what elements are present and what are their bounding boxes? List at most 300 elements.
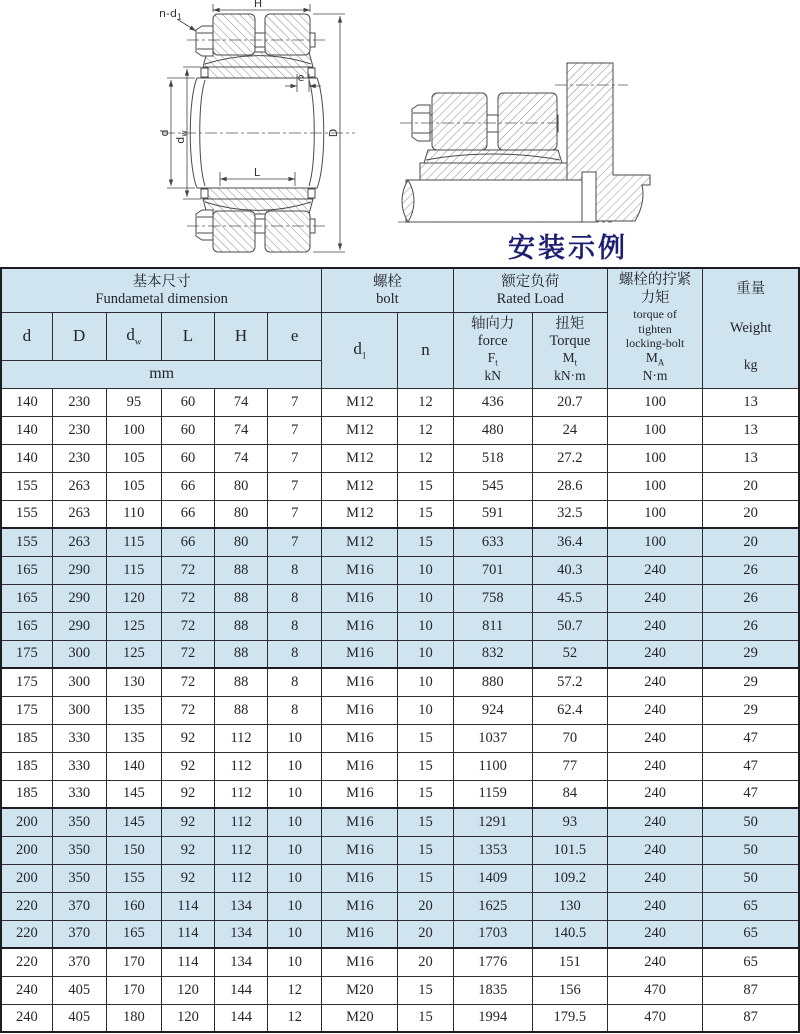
table-cell: 112 — [215, 864, 268, 892]
table-cell: 84 — [532, 780, 607, 808]
table-cell: 65 — [703, 892, 799, 920]
table-cell: 200 — [1, 808, 52, 836]
table-cell: 7 — [268, 528, 322, 556]
table-cell: 13 — [703, 444, 799, 472]
table-row — [1, 472, 799, 500]
table-cell: 50.7 — [532, 612, 607, 640]
table-cell: 10 — [398, 584, 453, 612]
table-cell: 87 — [703, 976, 799, 1004]
table-cell: 145 — [106, 780, 161, 808]
table-cell: 60 — [161, 388, 214, 416]
table-row — [1, 836, 799, 864]
table-cell: 95 — [106, 388, 161, 416]
table-cell: 92 — [161, 864, 214, 892]
header-fundamental-dimension: 基本尺寸 Fundametal dimension — [1, 268, 322, 312]
table-cell: 114 — [161, 948, 214, 976]
table-cell: 155 — [106, 864, 161, 892]
table-cell: 20 — [703, 500, 799, 528]
table-cell: 10 — [398, 612, 453, 640]
table-cell: 93 — [532, 808, 607, 836]
table-row — [1, 528, 799, 556]
table-cell: 15 — [398, 472, 453, 500]
table-cell: 109.2 — [532, 864, 607, 892]
table-cell: 300 — [52, 696, 106, 724]
table-cell: 140.5 — [532, 920, 607, 948]
table-cell: 66 — [161, 528, 214, 556]
table-row — [1, 892, 799, 920]
table-row — [1, 500, 799, 528]
table-cell: 155 — [1, 528, 52, 556]
table-cell: 114 — [161, 892, 214, 920]
table-cell: 15 — [398, 864, 453, 892]
table-cell: 1159 — [453, 780, 532, 808]
table-cell: 8 — [268, 668, 322, 696]
table-cell: 240 — [607, 892, 702, 920]
table-cell: 633 — [453, 528, 532, 556]
table-row — [1, 976, 799, 1004]
table-cell: 10 — [398, 556, 453, 584]
table-cell: 290 — [52, 584, 106, 612]
table-cell: M16 — [322, 696, 398, 724]
table-cell: 350 — [52, 836, 106, 864]
table-cell: 10 — [398, 668, 453, 696]
table-cell: 175 — [1, 668, 52, 696]
table-row — [1, 724, 799, 752]
table-cell: 60 — [161, 416, 214, 444]
table-cell: 1100 — [453, 752, 532, 780]
table-cell: 57.2 — [532, 668, 607, 696]
table-cell: 545 — [453, 472, 532, 500]
table-cell: 29 — [703, 668, 799, 696]
table-cell: 405 — [52, 976, 106, 1004]
table-cell: 28.6 — [532, 472, 607, 500]
table-cell: M12 — [322, 416, 398, 444]
table-cell: M20 — [322, 1004, 398, 1032]
table-cell: 145 — [106, 808, 161, 836]
table-cell: 151 — [532, 948, 607, 976]
table-cell: 10 — [268, 864, 322, 892]
table-cell: 1409 — [453, 864, 532, 892]
table-cell: M12 — [322, 472, 398, 500]
header-weight: 重量 Weight kg — [703, 268, 799, 388]
table-cell: 240 — [607, 584, 702, 612]
table-cell: 185 — [1, 724, 52, 752]
table-cell: 20 — [398, 948, 453, 976]
table-cell: 15 — [398, 500, 453, 528]
table-cell: 15 — [398, 1004, 453, 1032]
table-cell: 240 — [607, 780, 702, 808]
table-cell: 1353 — [453, 836, 532, 864]
table-cell: 240 — [607, 724, 702, 752]
table-row — [1, 668, 799, 696]
table-cell: 13 — [703, 388, 799, 416]
table-cell: 74 — [215, 388, 268, 416]
table-cell: 15 — [398, 836, 453, 864]
table-cell: 134 — [215, 948, 268, 976]
table-row — [1, 612, 799, 640]
table-cell: 436 — [453, 388, 532, 416]
table-cell: 7 — [268, 444, 322, 472]
label-H: H — [253, 0, 263, 10]
table-cell: 88 — [215, 668, 268, 696]
table-cell: 832 — [453, 640, 532, 668]
table-cell: 370 — [52, 948, 106, 976]
table-cell: 263 — [52, 528, 106, 556]
table-row — [1, 444, 799, 472]
header-locking-torque: 螺栓的拧紧 力矩 torque of tighten locking-bolt $M_A$ N·m — [607, 268, 702, 388]
table-cell: 120 — [161, 976, 214, 1004]
table-cell: 10 — [398, 696, 453, 724]
table-cell: 290 — [52, 612, 106, 640]
table-cell: 87 — [703, 1004, 799, 1032]
table-row — [1, 640, 799, 668]
col-L: L — [161, 312, 214, 360]
table-cell: 26 — [703, 556, 799, 584]
table-cell: 480 — [453, 416, 532, 444]
table-cell: 405 — [52, 1004, 106, 1032]
table-cell: 240 — [607, 836, 702, 864]
table-cell: 240 — [607, 612, 702, 640]
table-cell: 185 — [1, 752, 52, 780]
table-cell: M16 — [322, 780, 398, 808]
table-cell: 240 — [607, 640, 702, 668]
locking-assembly-drawing — [55, 0, 400, 262]
table-cell: 13 — [703, 416, 799, 444]
table-cell: 811 — [453, 612, 532, 640]
table-row — [1, 864, 799, 892]
table-cell: 12 — [268, 1004, 322, 1032]
table-cell: M16 — [322, 668, 398, 696]
header-bolt: 螺栓 bolt — [322, 268, 453, 312]
table-cell: 230 — [52, 388, 106, 416]
table-cell: 165 — [106, 920, 161, 948]
table-cell: 134 — [215, 920, 268, 948]
table-cell: 330 — [52, 752, 106, 780]
table-cell: 518 — [453, 444, 532, 472]
table-cell: M12 — [322, 528, 398, 556]
header-rated-load: 额定负荷 Rated Load — [453, 268, 607, 312]
table-cell: 15 — [398, 976, 453, 1004]
col-D: D — [52, 312, 106, 360]
table-cell: 263 — [52, 472, 106, 500]
table-cell: 60 — [161, 444, 214, 472]
table-cell: 92 — [161, 808, 214, 836]
table-cell: 40.3 — [532, 556, 607, 584]
table-cell: 66 — [161, 500, 214, 528]
table-cell: 88 — [215, 696, 268, 724]
table-cell: 65 — [703, 948, 799, 976]
table-cell: 240 — [607, 808, 702, 836]
table-cell: 27.2 — [532, 444, 607, 472]
table-cell: 130 — [532, 892, 607, 920]
table-cell: 230 — [52, 444, 106, 472]
col-n: n — [398, 312, 453, 388]
table-cell: 66 — [161, 472, 214, 500]
installation-example-caption: 安装示例 — [508, 233, 628, 263]
table-cell: 105 — [106, 444, 161, 472]
table-cell: 80 — [215, 500, 268, 528]
table-cell: M16 — [322, 836, 398, 864]
table-cell: 220 — [1, 920, 52, 948]
table-cell: 591 — [453, 500, 532, 528]
table-cell: 92 — [161, 724, 214, 752]
table-cell: M16 — [322, 724, 398, 752]
table-cell: 7 — [268, 388, 322, 416]
table-cell: 8 — [268, 612, 322, 640]
table-cell: 7 — [268, 416, 322, 444]
table-cell: 100 — [607, 416, 702, 444]
table-cell: 15 — [398, 528, 453, 556]
table-cell: 125 — [106, 612, 161, 640]
label-d: d — [158, 129, 171, 137]
table-cell: 240 — [607, 668, 702, 696]
table-cell: 72 — [161, 696, 214, 724]
table-cell: 10 — [268, 780, 322, 808]
table-cell: 112 — [215, 808, 268, 836]
table-cell: 112 — [215, 752, 268, 780]
table-cell: 62.4 — [532, 696, 607, 724]
table-cell: 330 — [52, 724, 106, 752]
table-cell: 12 — [398, 388, 453, 416]
table-cell: 330 — [52, 780, 106, 808]
col-torque: 扭矩 Torque $M_t$ kN·m — [532, 312, 607, 388]
table-cell: M16 — [322, 948, 398, 976]
col-d1: $d_1$ — [322, 312, 398, 388]
table-cell: 65 — [703, 920, 799, 948]
table-cell: 370 — [52, 892, 106, 920]
table-cell: 7 — [268, 472, 322, 500]
table-cell: 100 — [607, 528, 702, 556]
table-row — [1, 752, 799, 780]
table-cell: 134 — [215, 892, 268, 920]
table-cell: M16 — [322, 892, 398, 920]
table-cell: 114 — [161, 920, 214, 948]
table-cell: 8 — [268, 556, 322, 584]
table-cell: 112 — [215, 780, 268, 808]
table-cell: M16 — [322, 808, 398, 836]
table-cell: 880 — [453, 668, 532, 696]
table-cell: 10 — [268, 808, 322, 836]
col-axial-force: 轴向力 force $F_t$ kN — [453, 312, 532, 388]
table-cell: 240 — [607, 864, 702, 892]
table-cell: 8 — [268, 696, 322, 724]
col-dw: $d_w$ — [106, 312, 161, 360]
table-cell: 240 — [607, 696, 702, 724]
table-cell: 701 — [453, 556, 532, 584]
col-d: d — [1, 312, 52, 360]
table-cell: 50 — [703, 864, 799, 892]
table-cell: 47 — [703, 780, 799, 808]
table-cell: 470 — [607, 976, 702, 1004]
label-dw: $d_w$ — [174, 130, 189, 144]
table-cell: 100 — [106, 416, 161, 444]
table-cell: 36.4 — [532, 528, 607, 556]
table-cell: 300 — [52, 668, 106, 696]
table-cell: 156 — [532, 976, 607, 1004]
table-cell: 32.5 — [532, 500, 607, 528]
label-e: e — [297, 71, 305, 84]
table-cell: 12 — [398, 444, 453, 472]
table-row — [1, 808, 799, 836]
table-cell: 144 — [215, 976, 268, 1004]
table-cell: 150 — [106, 836, 161, 864]
table-cell: 924 — [453, 696, 532, 724]
table-row — [1, 556, 799, 584]
table-row — [1, 696, 799, 724]
table-cell: 1291 — [453, 808, 532, 836]
table-cell: 155 — [1, 500, 52, 528]
table-cell: 758 — [453, 584, 532, 612]
table-row — [1, 388, 799, 416]
table-cell: M16 — [322, 752, 398, 780]
table-cell: 185 — [1, 780, 52, 808]
table-cell: 88 — [215, 612, 268, 640]
table-cell: 135 — [106, 724, 161, 752]
table-cell: 10 — [268, 948, 322, 976]
table-cell: 10 — [268, 892, 322, 920]
table-cell: 115 — [106, 528, 161, 556]
label-L: L — [253, 166, 261, 179]
table-cell: M12 — [322, 500, 398, 528]
table-cell: 12 — [268, 976, 322, 1004]
table-cell: 130 — [106, 668, 161, 696]
table-cell: M16 — [322, 920, 398, 948]
table-cell: 350 — [52, 864, 106, 892]
table-cell: 88 — [215, 584, 268, 612]
table-cell: 165 — [1, 584, 52, 612]
table-cell: 155 — [1, 472, 52, 500]
table-cell: M12 — [322, 444, 398, 472]
table-cell: 74 — [215, 444, 268, 472]
table-cell: 240 — [1, 1004, 52, 1032]
table-cell: M12 — [322, 388, 398, 416]
table-cell: 20 — [398, 892, 453, 920]
table-cell: M16 — [322, 556, 398, 584]
table-cell: 12 — [398, 416, 453, 444]
table-cell: 140 — [1, 388, 52, 416]
table-cell: 10 — [268, 724, 322, 752]
table-cell: 135 — [106, 696, 161, 724]
table-cell: 112 — [215, 836, 268, 864]
table-cell: 140 — [1, 444, 52, 472]
table-cell: 92 — [161, 752, 214, 780]
table-cell: 47 — [703, 724, 799, 752]
table-cell: 20 — [398, 920, 453, 948]
table-cell: 29 — [703, 640, 799, 668]
table-cell: 26 — [703, 584, 799, 612]
table-cell: 370 — [52, 920, 106, 948]
table-cell: 52 — [532, 640, 607, 668]
table-cell: 290 — [52, 556, 106, 584]
table-cell: 1703 — [453, 920, 532, 948]
table-cell: 72 — [161, 668, 214, 696]
table-cell: 144 — [215, 1004, 268, 1032]
table-cell: 240 — [607, 948, 702, 976]
table-cell: 10 — [268, 920, 322, 948]
table-header — [1, 268, 799, 388]
table-cell: 170 — [106, 976, 161, 1004]
table-cell: 77 — [532, 752, 607, 780]
table-cell: 160 — [106, 892, 161, 920]
table-cell: 300 — [52, 640, 106, 668]
table-cell: 26 — [703, 612, 799, 640]
table-cell: 72 — [161, 612, 214, 640]
table-cell: 80 — [215, 472, 268, 500]
table-cell: 72 — [161, 640, 214, 668]
table-cell: 140 — [106, 752, 161, 780]
table-cell: 1835 — [453, 976, 532, 1004]
table-cell: 15 — [398, 724, 453, 752]
table-cell: 92 — [161, 780, 214, 808]
table-cell: 120 — [106, 584, 161, 612]
table-cell: 72 — [161, 584, 214, 612]
table-cell: 125 — [106, 640, 161, 668]
unit-mm: mm — [1, 360, 322, 388]
table-cell: 180 — [106, 1004, 161, 1032]
table-cell: M20 — [322, 976, 398, 1004]
table-cell: M16 — [322, 640, 398, 668]
table-row — [1, 416, 799, 444]
table-cell: 200 — [1, 864, 52, 892]
table-cell: 100 — [607, 444, 702, 472]
table-cell: 263 — [52, 500, 106, 528]
table-cell: 470 — [607, 1004, 702, 1032]
table-cell: 74 — [215, 416, 268, 444]
table-cell: 50 — [703, 836, 799, 864]
table-cell: 175 — [1, 696, 52, 724]
table-cell: 179.5 — [532, 1004, 607, 1032]
table-cell: 115 — [106, 556, 161, 584]
installation-example-drawing — [398, 55, 670, 227]
table-cell: 100 — [607, 388, 702, 416]
col-H: H — [215, 312, 268, 360]
table-cell: 1994 — [453, 1004, 532, 1032]
table-cell: 10 — [268, 836, 322, 864]
table-cell: 1625 — [453, 892, 532, 920]
table-cell: 240 — [607, 920, 702, 948]
label-n-d1: $n-d_1$ — [159, 7, 183, 22]
table-cell: 15 — [398, 808, 453, 836]
table-cell: 47 — [703, 752, 799, 780]
table-row — [1, 584, 799, 612]
table-cell: M16 — [322, 584, 398, 612]
table-cell: 165 — [1, 612, 52, 640]
spec-table-body — [1, 388, 799, 1032]
table-cell: 105 — [106, 472, 161, 500]
table-cell: 240 — [607, 556, 702, 584]
table-row — [1, 1004, 799, 1032]
table-cell: 350 — [52, 808, 106, 836]
table-cell: 1037 — [453, 724, 532, 752]
table-cell: M16 — [322, 864, 398, 892]
table-cell: 200 — [1, 836, 52, 864]
table-cell: 165 — [1, 556, 52, 584]
table-cell: 70 — [532, 724, 607, 752]
table-cell: 7 — [268, 500, 322, 528]
figures-area — [0, 0, 800, 267]
table-cell: 100 — [607, 500, 702, 528]
table-cell: 8 — [268, 640, 322, 668]
spec-table — [0, 267, 800, 1033]
table-cell: 20.7 — [532, 388, 607, 416]
table-cell: 230 — [52, 416, 106, 444]
table-cell: 8 — [268, 584, 322, 612]
table-cell: 100 — [607, 472, 702, 500]
table-cell: 80 — [215, 528, 268, 556]
table-cell: 24 — [532, 416, 607, 444]
table-row — [1, 920, 799, 948]
table-cell: 50 — [703, 808, 799, 836]
